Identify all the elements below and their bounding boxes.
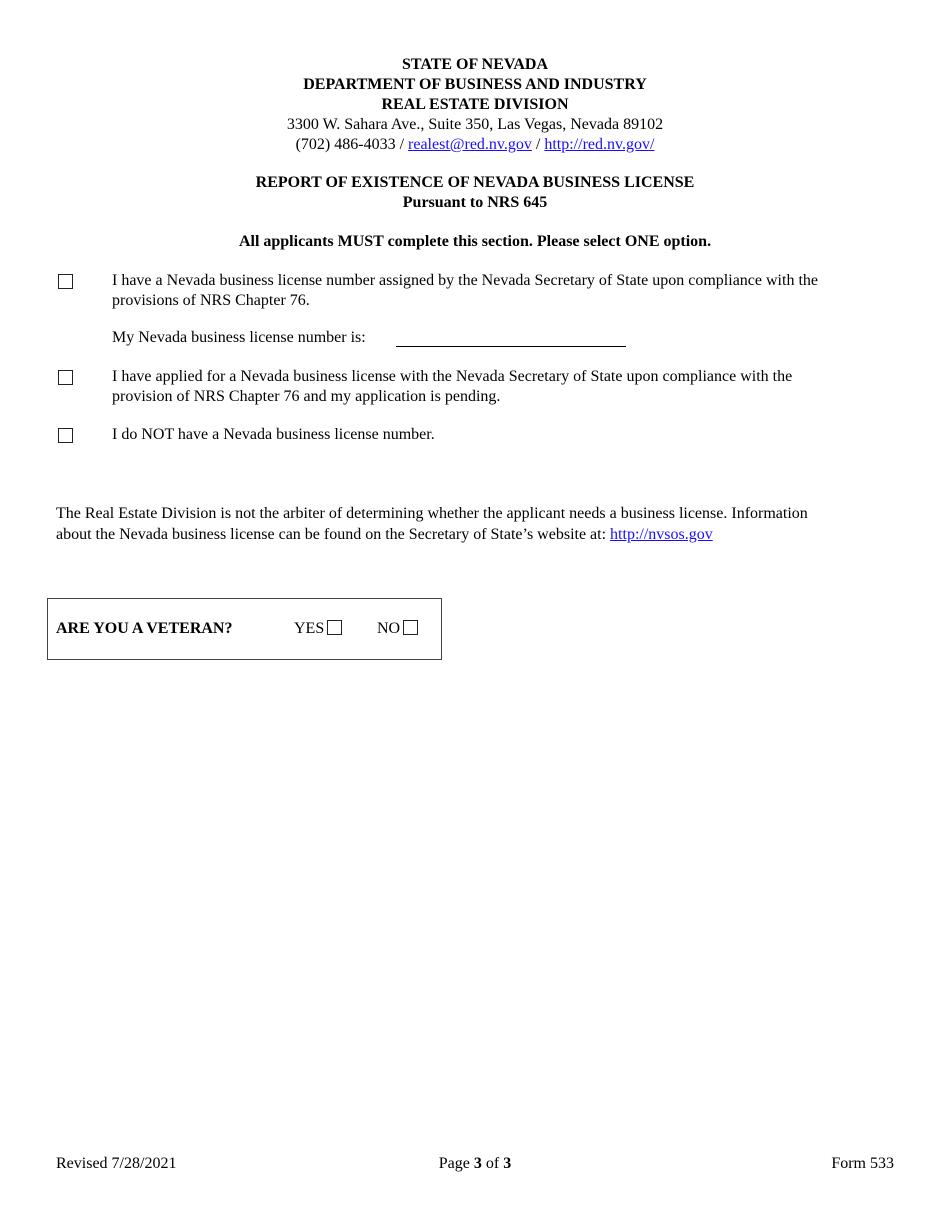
veteran-no [377, 620, 418, 638]
option-1-line1: I have a Nevada business license number assigned by the Nevada Secretary of State upon compliance with the [112, 272, 818, 289]
header-phone: (702) 486-4033 [295, 136, 396, 153]
option-1-line2: provisions of NRS Chapter 76. [112, 292, 310, 309]
footer-form-number: Form 533 [831, 1155, 894, 1172]
disclaimer-line1: The Real Estate Division is not the arbiter of determining whether the applicant needs a business license. Information [56, 505, 808, 522]
veteran-yes-checkbox[interactable] [327, 620, 342, 635]
page-current: 3 [473, 1155, 482, 1172]
form-subtitle: Pursuant to NRS 645 [402, 194, 548, 211]
footer-page: Page 3 of 3 [438, 1155, 512, 1172]
option-2-line1: I have applied for a Nevada business license with the Nevada Secretary of State upon compliance with the [112, 368, 793, 385]
footer-revised: Revised 7/28/2021 [56, 1155, 177, 1172]
veteran-yes [294, 620, 342, 638]
license-number-field[interactable] [396, 346, 626, 347]
veteran-question: ARE YOU A VETERAN? [56, 620, 233, 637]
option-2-line2: provision of NRS Chapter 76 and my application is pending. [112, 388, 501, 405]
separator: / [531, 136, 545, 153]
instructions: All applicants MUST complete this section. Please select ONE option. [238, 233, 712, 250]
header-division: REAL ESTATE DIVISION [381, 96, 569, 113]
option-2-text [112, 367, 792, 407]
separator: / [395, 136, 409, 153]
header-address: 3300 W. Sahara Ave., Suite 350, Las Vegas, Nevada 89102 [286, 116, 664, 133]
option-3-text: I do NOT have a Nevada business license number. [112, 426, 435, 443]
license-number-label: My Nevada business license number is: [112, 329, 366, 346]
header-contact [0, 136, 950, 154]
email-link[interactable]: realest@red.nv.gov [408, 136, 532, 153]
veteran-yes-label: YES [294, 620, 325, 637]
disclaimer-line2: about the Nevada business license can be found on the Secretary of State’s website at: http://nvsos.gov [56, 526, 713, 543]
option-1-checkbox[interactable] [58, 274, 73, 289]
option-3-checkbox[interactable] [58, 428, 73, 443]
veteran-no-checkbox[interactable] [403, 620, 418, 635]
header-state: STATE OF NEVADA [401, 56, 549, 73]
veteran-no-label: NO [377, 620, 401, 637]
website-link[interactable]: http://red.nv.gov/ [544, 136, 655, 153]
veteran-box [47, 598, 442, 660]
page-total: 3 [503, 1155, 512, 1172]
disclaimer [56, 503, 808, 545]
option-2-checkbox[interactable] [58, 370, 73, 385]
form-title: REPORT OF EXISTENCE OF NEVADA BUSINESS LICENSE [255, 174, 695, 191]
nvsos-link[interactable]: http://nvsos.gov [610, 526, 713, 543]
option-1-text [112, 271, 818, 311]
header-department: DEPARTMENT OF BUSINESS AND INDUSTRY [303, 76, 647, 93]
